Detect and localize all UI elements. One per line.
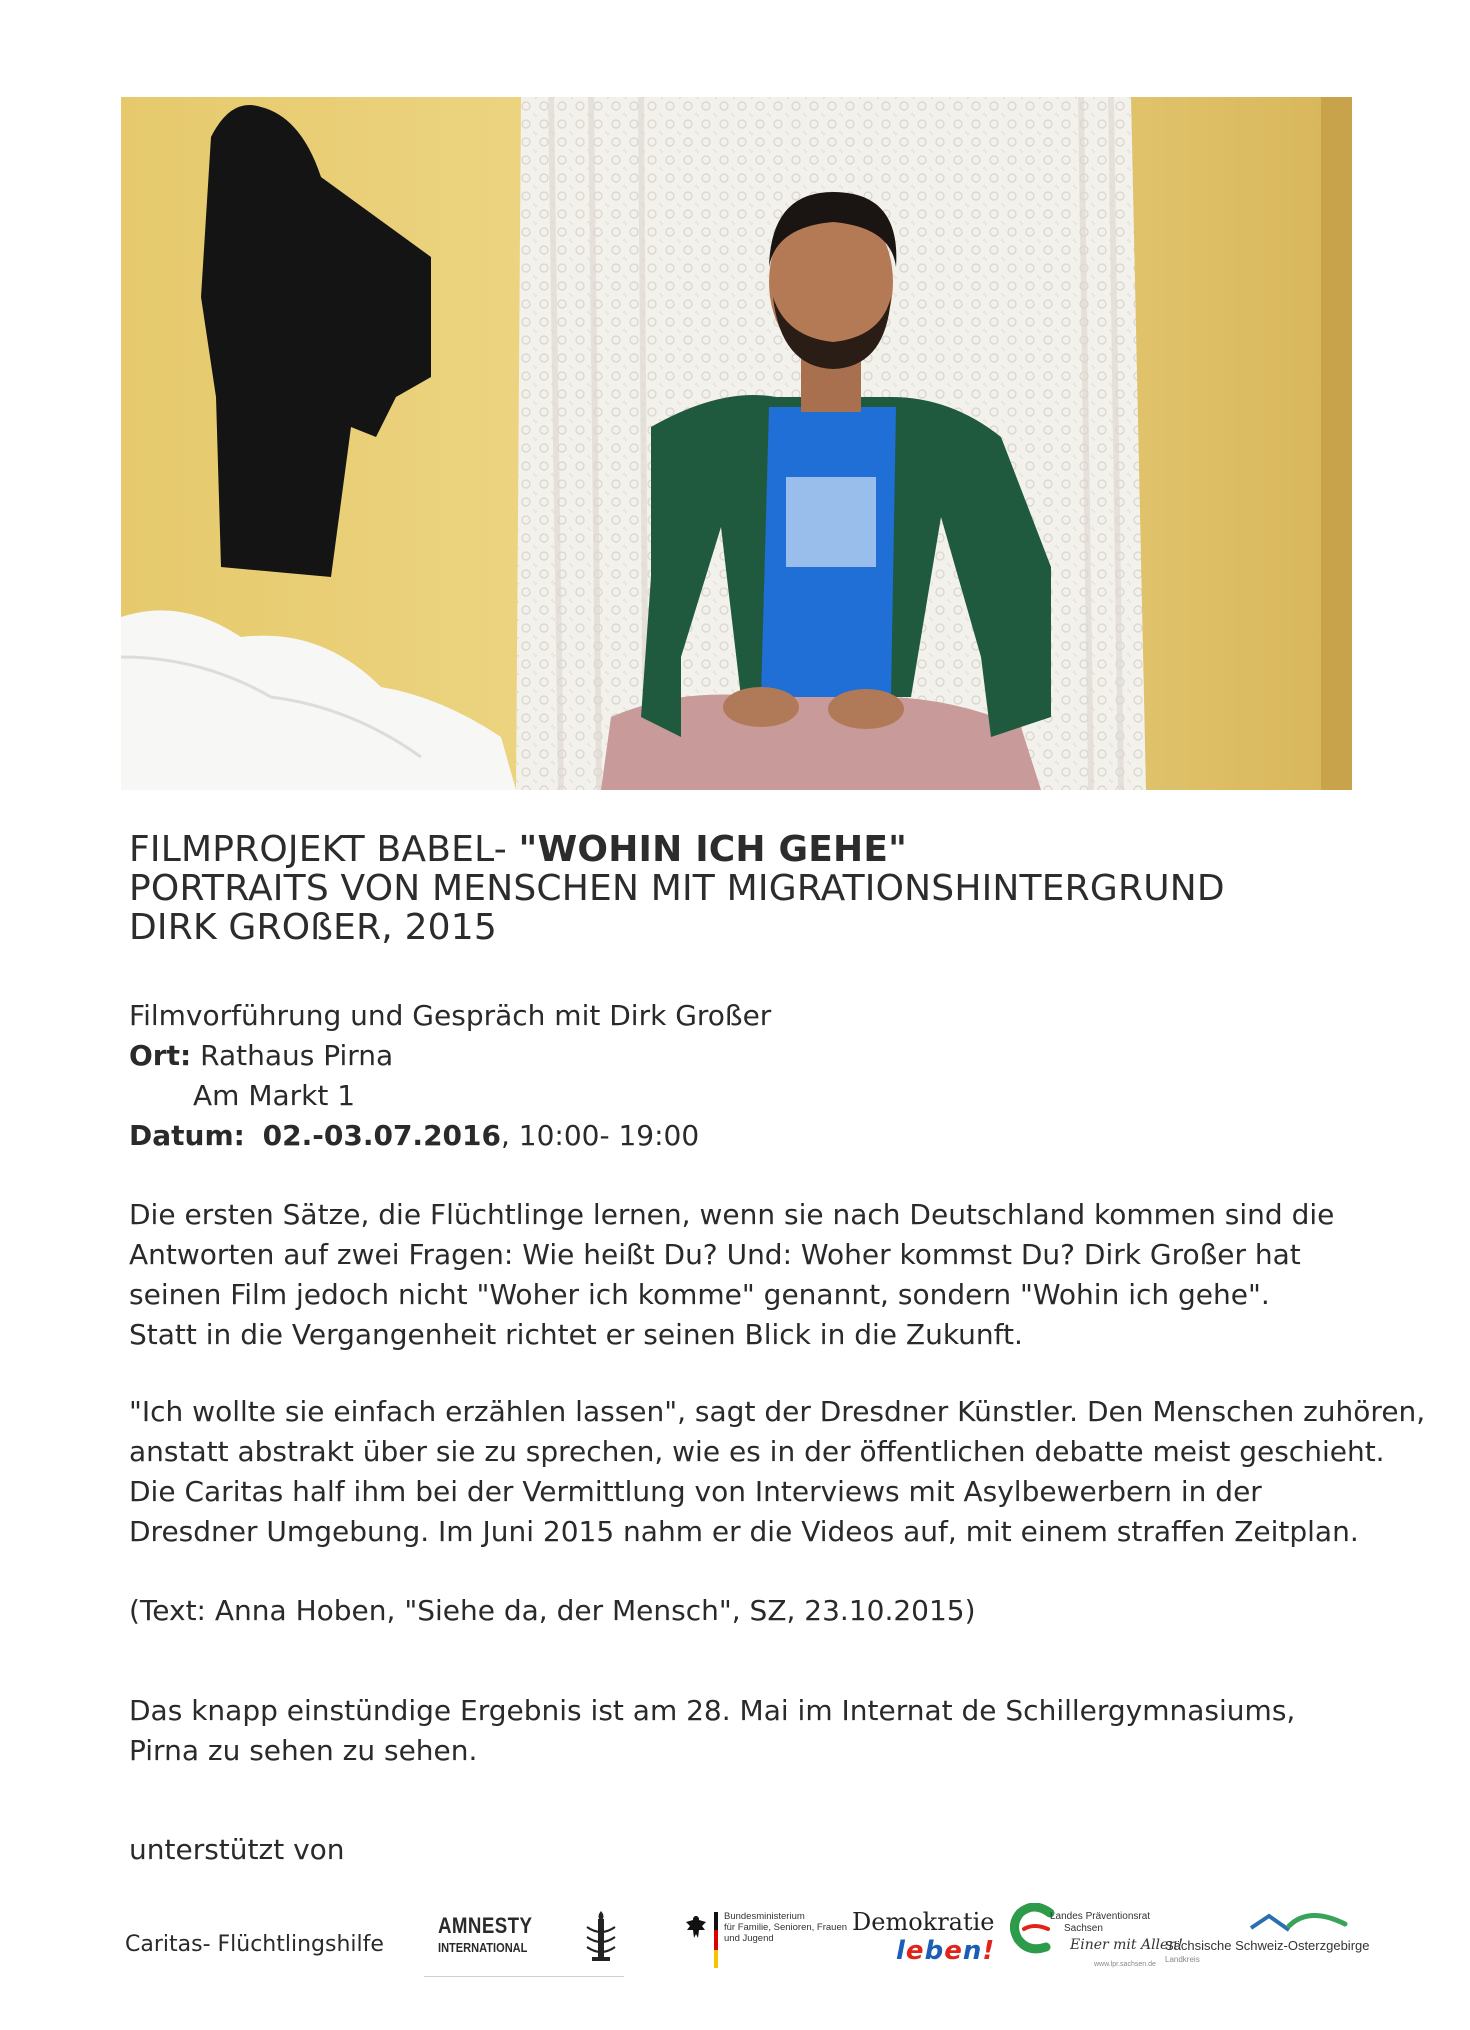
- leben-letter: n: [962, 1936, 983, 1966]
- ministry-line: Bundesministerium: [724, 1911, 805, 1922]
- hero-photo: [121, 97, 1352, 790]
- paragraph-line: seinen Film jedoch nicht "Woher ich komme" genannt, sondern "Wohin ich gehe".: [129, 1278, 1270, 1311]
- paragraph-line: anstatt abstrakt über sie zu sprechen, wie es in der öffentlichen debatte meist geschieht.: [129, 1435, 1385, 1468]
- ministry-line: und Jugend: [724, 1933, 774, 1944]
- paragraph-line: Antworten auf zwei Fragen: Wie heißt Du? Und: Woher kommst Du? Dirk Großer hat: [129, 1238, 1301, 1271]
- leben-letter: l: [896, 1936, 906, 1966]
- place-address: Am Markt 1: [193, 1079, 356, 1112]
- amnesty-name: AMNESTY: [438, 1913, 533, 1938]
- ministry-line: für Familie, Senioren, Frauen: [724, 1922, 848, 1933]
- federal-eagle-icon: [684, 1914, 708, 1942]
- lpr-line: Sachsen: [1064, 1923, 1103, 1934]
- leben-letter: b: [924, 1936, 945, 1966]
- paragraph-line: Pirna zu sehen zu sehen.: [129, 1734, 478, 1767]
- title-line-2: PORTRAITS VON MENSCHEN MIT MIGRATIONSHINTERGRUND: [129, 868, 1225, 909]
- landkreis-sub: Landkreis: [1165, 1955, 1200, 1964]
- project-title: [129, 830, 1225, 947]
- title-line-3: DIRK GROßER, 2015: [129, 907, 497, 948]
- amnesty-subname: INTERNATIONAL: [438, 1940, 528, 1955]
- paragraph-line: Die Caritas half ihm bei der Vermittlung von Interviews mit Asylbewerbern in der: [129, 1475, 1262, 1508]
- date-label: Datum:: [129, 1119, 245, 1152]
- leben-letter: e: [905, 1936, 925, 1966]
- place-label: Ort:: [129, 1039, 192, 1072]
- paragraph-line: Die ersten Sätze, die Flüchtlinge lernen, wenn sie nach Deutschland kommen sind die: [129, 1198, 1335, 1231]
- paragraph-quote: [129, 1392, 1425, 1552]
- title-film-name: "WOHIN ICH GEHE": [518, 829, 908, 870]
- event-place: [129, 1036, 771, 1076]
- sponsor-demokratie-leben-logo: [852, 1908, 1002, 1970]
- flag-stripe: [714, 1912, 718, 1968]
- sponsor-bundesministerium-logo: [684, 1910, 848, 1972]
- supported-by-label: unterstützt von: [129, 1833, 345, 1866]
- lpr-name: [1050, 1911, 1150, 1935]
- mountain-wave-icon: [1249, 1908, 1349, 1936]
- demokratie-word: Demokratie: [852, 1908, 995, 1936]
- event-info: [129, 996, 771, 1156]
- sponsor-caritas: Caritas- Flüchtlingshilfe: [125, 1932, 384, 1957]
- ministry-name: [724, 1911, 847, 1944]
- paragraph-line: "Ich wollte sie einfach erzählen lassen", sagt der Dresdner Künstler. Den Menschen zuhören,: [129, 1395, 1426, 1428]
- sponsor-landkreis-logo: [1165, 1908, 1385, 1970]
- time-value: , 10:00- 19:00: [501, 1119, 700, 1152]
- lpr-url: www.lpr.sachsen.de: [1094, 1961, 1156, 1968]
- event-date: [129, 1116, 771, 1156]
- event-intro: Filmvorführung und Gespräch mit Dirk Großer: [129, 999, 772, 1032]
- place-name: Rathaus Pirna: [200, 1039, 394, 1072]
- leben-letter: e: [944, 1936, 963, 1966]
- paragraph-result: [129, 1691, 1295, 1771]
- landkreis-name: Sächsische Schweiz-Osterzgebirge: [1165, 1938, 1370, 1953]
- lpr-slogan: Einer mit Allen!: [1070, 1937, 1183, 1953]
- paragraph-line: (Text: Anna Hoben, "Siehe da, der Mensch", SZ, 23.10.2015): [129, 1594, 976, 1627]
- leben-text: [896, 1936, 995, 1966]
- paragraph-intro: [129, 1195, 1334, 1355]
- lpr-line: Landes Präventionsrat: [1050, 1911, 1151, 1922]
- date-value: 02.-03.07.2016: [262, 1119, 501, 1152]
- paragraph-line: Dresdner Umgebung. Im Juni 2015 nahm er die Videos auf, mit einem straffen Zeitplan.: [129, 1515, 1359, 1548]
- leben-word: [896, 1936, 995, 1966]
- paragraph-line: Das knapp einstündige Ergebnis ist am 28. Mai im Internat de Schillergymnasiums,: [129, 1694, 1296, 1727]
- paragraph-line: Statt in die Vergangenheit richtet er seinen Blick in die Zukunft.: [129, 1318, 1023, 1351]
- sponsor-amnesty-logo: [424, 1905, 624, 1977]
- portrait-illustration: [121, 97, 1352, 790]
- title-prefix: FILMPROJEKT BABEL-: [129, 829, 519, 870]
- title-line-1: [129, 830, 1225, 869]
- candle-barbed-wire-icon: [584, 1909, 618, 1965]
- leben-letter: !: [982, 1936, 996, 1966]
- paragraph-source: [129, 1591, 976, 1631]
